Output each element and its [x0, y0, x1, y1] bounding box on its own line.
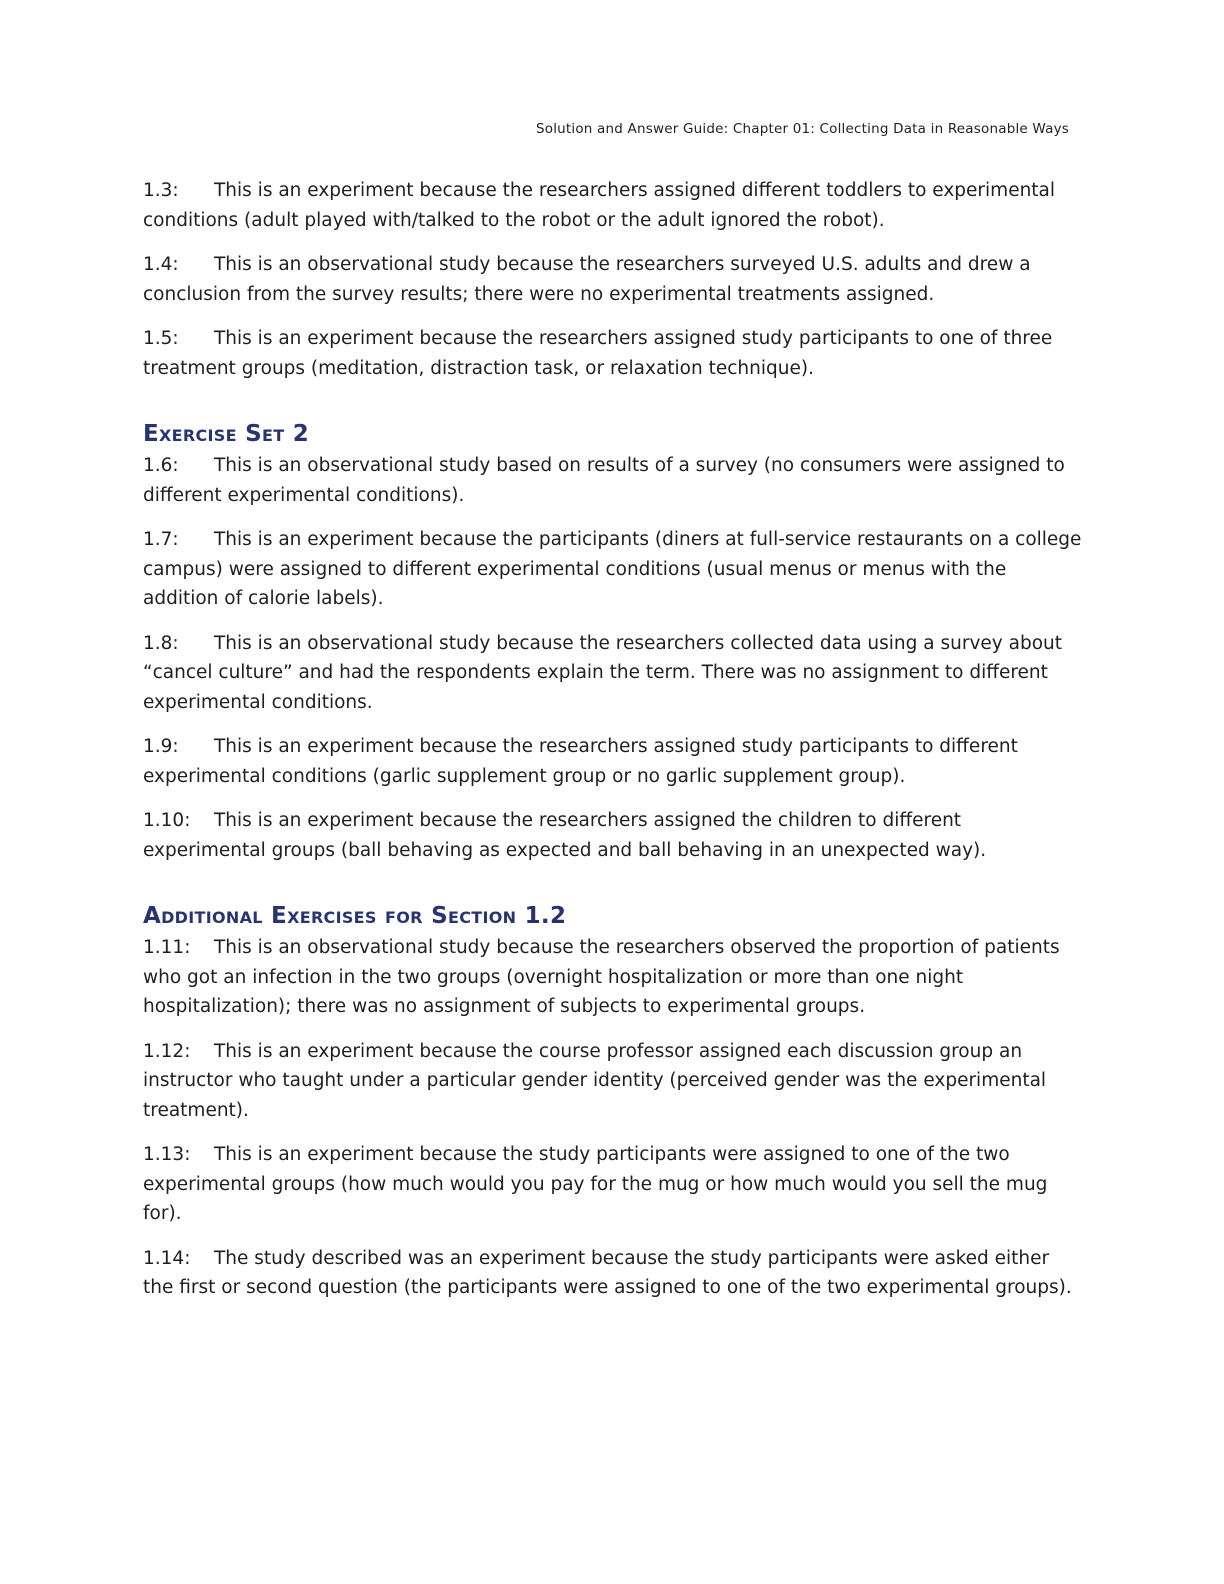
answer-1-13 — [143, 1140, 1083, 1229]
answer-text: This is an experiment because the researchers assigned different toddlers to experimental conditions (adult played with/talked to the robot or the adult ignored the robot). — [143, 180, 1056, 231]
answer-1-5 — [143, 324, 1083, 383]
answer-number: 1.7: — [143, 529, 179, 550]
answer-number: 1.6: — [143, 455, 179, 476]
answer-text: This is an experiment because the researchers assigned study participants to one of three treatment groups (meditation, distraction task, or relaxation technique). — [143, 328, 1053, 379]
document-body — [143, 176, 1083, 1318]
answer-number: 1.8: — [143, 632, 179, 654]
answer-text: This is an observational study because the researchers collected data using a survey about “cancel culture” and had the respondents explain the term. There was no assignment to different experimental conditions. — [143, 632, 1062, 713]
answer-number: 1.5: — [143, 328, 179, 349]
answer-1-3 — [143, 176, 1083, 235]
answer-1-10 — [143, 806, 1083, 865]
answer-number: 1.13: — [143, 1144, 191, 1165]
answer-number: 1.4: — [143, 254, 179, 275]
answer-text: This is an experiment because the course professor assigned each discussion group an instructor who taught under a particular gender identity (perceived gender was the experimental treatment). — [143, 1040, 1047, 1121]
answer-text: This is an observational study because the researchers surveyed U.S. adults and drew a conclusion from the survey results; there were no experimental treatments assigned. — [143, 254, 1031, 305]
answer-1-6 — [143, 451, 1083, 510]
section-heading-exercise-set-2: Exercise Set 2 — [143, 421, 310, 447]
running-header: Solution and Answer Guide: Chapter 01: Collecting Data in Reasonable Ways — [535, 121, 1069, 137]
answer-text: This is an observational study based on results of a survey (no consumers were assigned to different experimental conditions). — [143, 455, 1065, 506]
answer-number: 1.10: — [143, 810, 191, 831]
answer-number: 1.9: — [143, 736, 179, 757]
answer-text: This is an experiment because the participants (diners at full-service restaurants on a college campus) were assigned to different experimental conditions (usual menus or menus with the addition of calorie labels). — [143, 529, 1082, 609]
answer-text: This is an experiment because the study participants were assigned to one of the two experimental groups (how much would you pay for the mug or how much would you sell the mug for). — [143, 1144, 1048, 1224]
answer-1-8 — [143, 629, 1083, 718]
answer-1-11 — [143, 933, 1083, 1022]
answer-1-7 — [143, 525, 1083, 614]
answer-1-9 — [143, 732, 1083, 791]
answer-number: 1.11: — [143, 937, 191, 958]
answer-1-4 — [143, 250, 1083, 309]
answer-number: 1.12: — [143, 1040, 191, 1062]
answer-text: The study described was an experiment because the study participants were asked either the first or second question (the participants were assigned to one of the two experimental groups). — [143, 1247, 1072, 1298]
answer-1-12 — [143, 1037, 1083, 1126]
section-heading-additional-exercises: Additional Exercises for Section 1.2 — [143, 903, 567, 929]
answer-number: 1.14: — [143, 1247, 191, 1269]
answer-1-14 — [143, 1244, 1083, 1303]
answer-number: 1.3: — [143, 180, 179, 201]
answer-text: This is an observational study because the researchers observed the proportion of patients who got an infection in the two groups (overnight hospitalization or more than one night hospitalization); there was no assignment of subjects to experimental groups. — [143, 937, 1060, 1017]
answer-text: This is an experiment because the researchers assigned study participants to different experimental conditions (garlic supplement group or no garlic supplement group). — [143, 736, 1018, 787]
answer-text: This is an experiment because the researchers assigned the children to different experimental groups (ball behaving as expected and ball behaving in an unexpected way). — [143, 810, 987, 861]
